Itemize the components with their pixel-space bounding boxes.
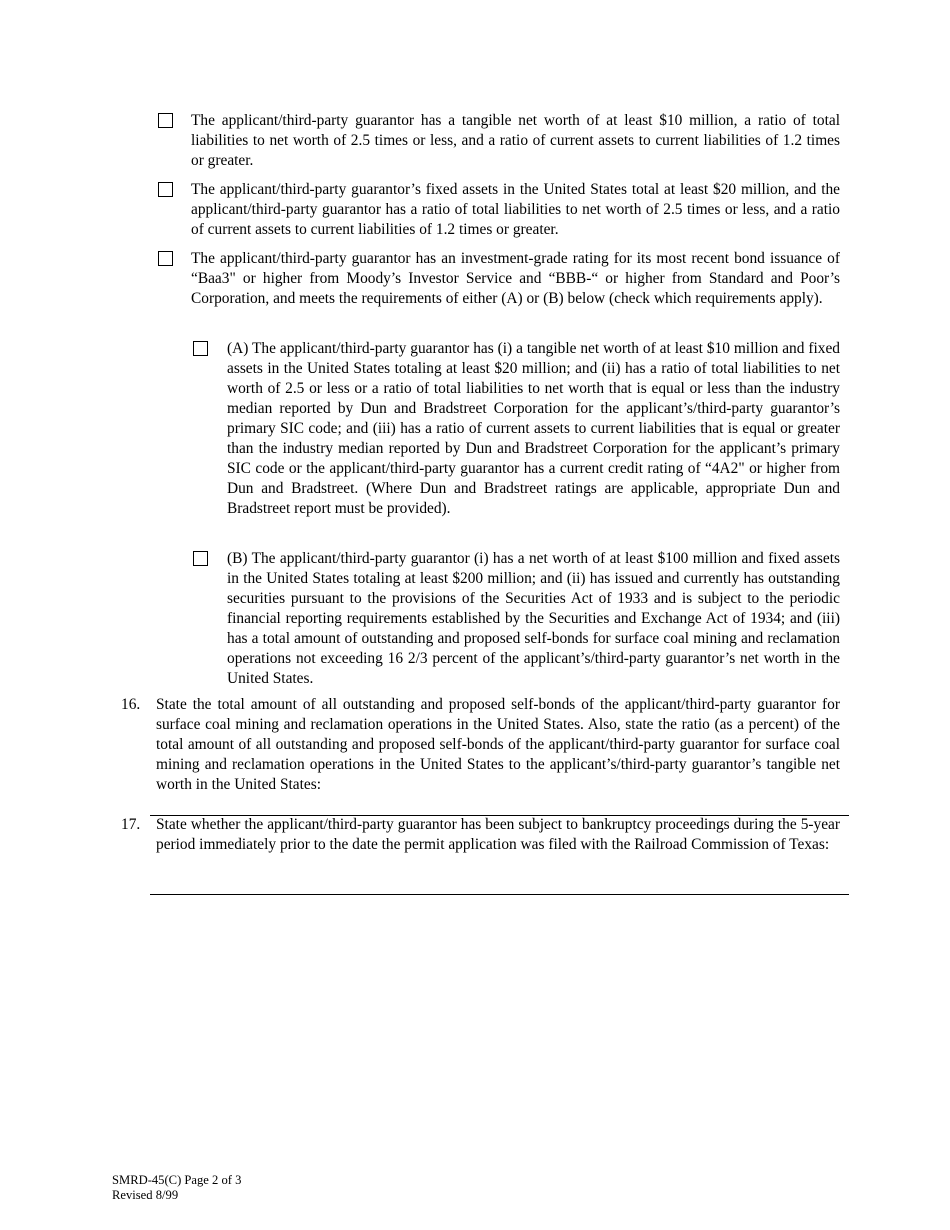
question-16-number: 16.	[121, 696, 141, 713]
page-footer	[112, 1173, 241, 1203]
option-3-checkbox[interactable]	[158, 251, 173, 266]
option-1-text: The applicant/third-party guarantor has a tangible net worth of at least $10 million, a ratio of total liabilities to net worth of 2.5 times or less, and a ratio of current assets to current liabilities of 1.2 times or greater.	[191, 112, 840, 169]
option-1-checkbox[interactable]	[158, 113, 173, 128]
suboption-b-text: (B) The applicant/third-party guarantor (i) has a net worth of at least $100 million and fixed assets in the United States totaling at least $200 million; and (ii) has issued and currently has outstanding securities pursuant to the provisions of the Securities Act of 1933 and is subject to the periodic financial reporting requirements established by the Securities and Exchange Act of 1934; and (iii) has a total amount of outstanding and proposed self-bonds for surface coal mining and reclamation operations not exceeding 16 2/3 percent of the applicant’s/third-party guarantor’s net worth in the United States.	[227, 550, 840, 687]
question-17-text: State whether the applicant/third-party guarantor has been subject to bankruptcy proceedings during the 5-year period immediately prior to the date the permit application was filed with the Railroad Commission of Texas:	[156, 816, 840, 853]
suboption-a-text: (A) The applicant/third-party guarantor has (i) a tangible net worth of at least $10 million and fixed assets in the United States totaling at least $20 million; and (ii) has a ratio of total liabilities to net worth of 2.5 or less or a ratio of total liabilities to net worth that is equal or less than the industry median reported by Dun and Bradstreet Corporation for the applicant’s/third-party guarantor’s primary SIC code; and (iii) has a ratio of current assets to current liabilities that is equal or greater than the industry median reported by Dun and Bradstreet Corporation for the applicant’s primary SIC code or the applicant/third-party guarantor has a current credit rating of “4A2" or higher from Dun and Bradstreet. (Where Dun and Bradstreet ratings are applicable, appropriate Dun and Bradstreet report must be provided).	[227, 340, 840, 517]
option-2-text: The applicant/third-party guarantor’s fixed assets in the United States total at least $20 million, and the applicant/third-party guarantor has a ratio of total liabilities to net worth of 2.5 times or less, and a ratio of current assets to current liabilities of 1.2 times or greater.	[191, 181, 840, 238]
question-17-number: 17.	[121, 816, 141, 833]
option-2-checkbox[interactable]	[158, 182, 173, 197]
option-3-text: The applicant/third-party guarantor has an investment-grade rating for its most recent bond issuance of “Baa3" or higher from Moody’s Investor Service and “BBB-“ or higher from Standard and Poor’s Corporation, and meets the requirements of either (A) or (B) below (check which requirements apply).	[191, 250, 840, 307]
question-17-answer-line[interactable]	[150, 894, 849, 895]
revision-date: Revised 8/99	[112, 1188, 179, 1202]
suboption-a-checkbox[interactable]	[193, 341, 208, 356]
question-16-text: State the total amount of all outstanding and proposed self-bonds of the applicant/third-party guarantor for surface coal mining and reclamation operations in the United States. Also, state the ratio (as a percent) of the total amount of all outstanding and proposed self-bonds of the applicant/third-party guarantor for surface coal mining and reclamation operations in the United States to the applicant’s/third-party guarantor’s tangible net worth in the United States:	[156, 696, 840, 793]
suboption-b-checkbox[interactable]	[193, 551, 208, 566]
form-id: SMRD-45(C) Page 2 of 3	[112, 1173, 242, 1187]
